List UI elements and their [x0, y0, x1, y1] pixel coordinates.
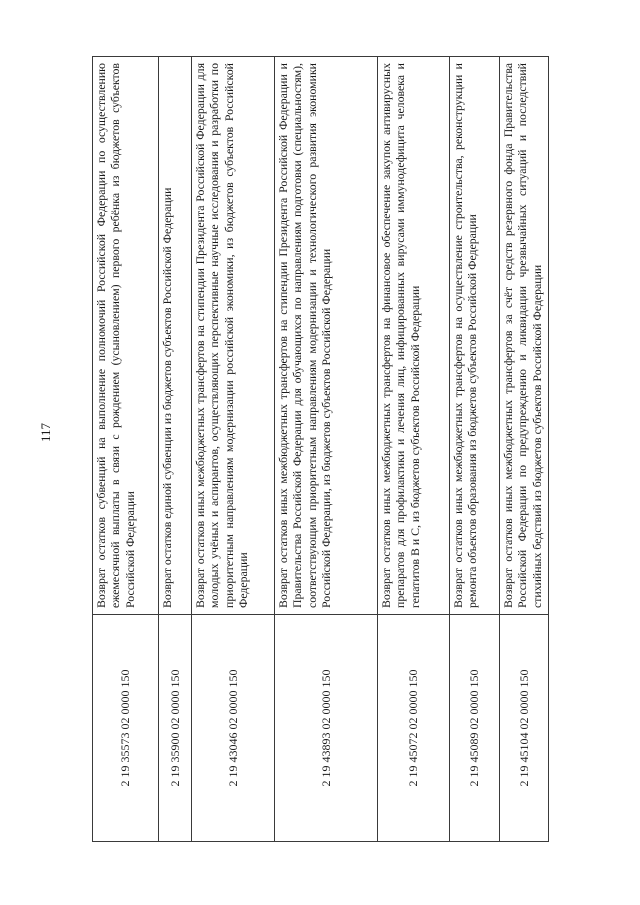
rotated-table-container — [92, 56, 548, 842]
budget-code: 2 19 45072 02 0000 150 — [378, 615, 450, 842]
table-row — [450, 57, 500, 842]
code-description: Возврат остатков иных межбюджетных трансфертов на осуществление строительства, реконструкции и ремонта объектов образования из бюджетов субъектов Российской Федерации — [450, 57, 500, 615]
page-number: 117 — [38, 422, 53, 442]
budget-code: 2 19 43046 02 0000 150 — [192, 615, 275, 842]
code-description: Возврат остатков иных межбюджетных трансфертов на стипендии Президента Российской Федерации для молодых учёных и аспирантов, осуществляющих перспективные научные исследования и разработки по приоритетным направлениям модернизации российской экономики, из бюджетов субъектов Российской Федерации — [192, 57, 275, 615]
table-row — [192, 57, 275, 842]
budget-code: 2 19 45089 02 0000 150 — [450, 615, 500, 842]
table-row — [93, 57, 159, 842]
table-row — [500, 57, 549, 842]
code-description: Возврат остатков иных межбюджетных трансфертов на финансовое обеспечение закупок антивирусных препаратов для профилактики и лечения лиц, инфицированных вирусами иммунодефицита человека и гепатитов B и C, из бюджетов субъектов Российской Федерации — [378, 57, 450, 615]
code-description: Возврат остатков субвенций на выполнение полномочий Российской Федерации по осуществлению ежемесячной выплаты в связи с рождением (усыновлением) первого ребёнка из бюджетов субъектов Российской Федерации — [93, 57, 159, 615]
budget-code: 2 19 35573 02 0000 150 — [93, 615, 159, 842]
budget-codes-table — [92, 56, 549, 842]
budget-code: 2 19 45104 02 0000 150 — [500, 615, 549, 842]
budget-code: 2 19 43893 02 0000 150 — [275, 615, 378, 842]
table-row — [275, 57, 378, 842]
code-description: Возврат остатков иных межбюджетных трансфертов на стипендии Президента Российской Федерации и Правительства Российской Федерации для обучающихся по направлениям подготовки (специальностям), соответствующим приоритетным направлениям модернизации и технологического развития экономики Российской Федерации, из бюджетов субъектов Российской Федерации — [275, 57, 378, 615]
budget-code: 2 19 35900 02 0000 150 — [159, 615, 192, 842]
code-description: Возврат остатков единой субвенции из бюджетов субъектов Российской Федерации — [159, 57, 192, 615]
code-description: Возврат остатков иных межбюджетных трансфертов за счёт средств резервного фонда Правительства Российской Федерации по предупреждению и ликвидации чрезвычайных ситуаций и последствий стихийных бедствий из бюджетов субъектов Российской Федерации — [500, 57, 549, 615]
table-row — [378, 57, 450, 842]
table-row — [159, 57, 192, 842]
